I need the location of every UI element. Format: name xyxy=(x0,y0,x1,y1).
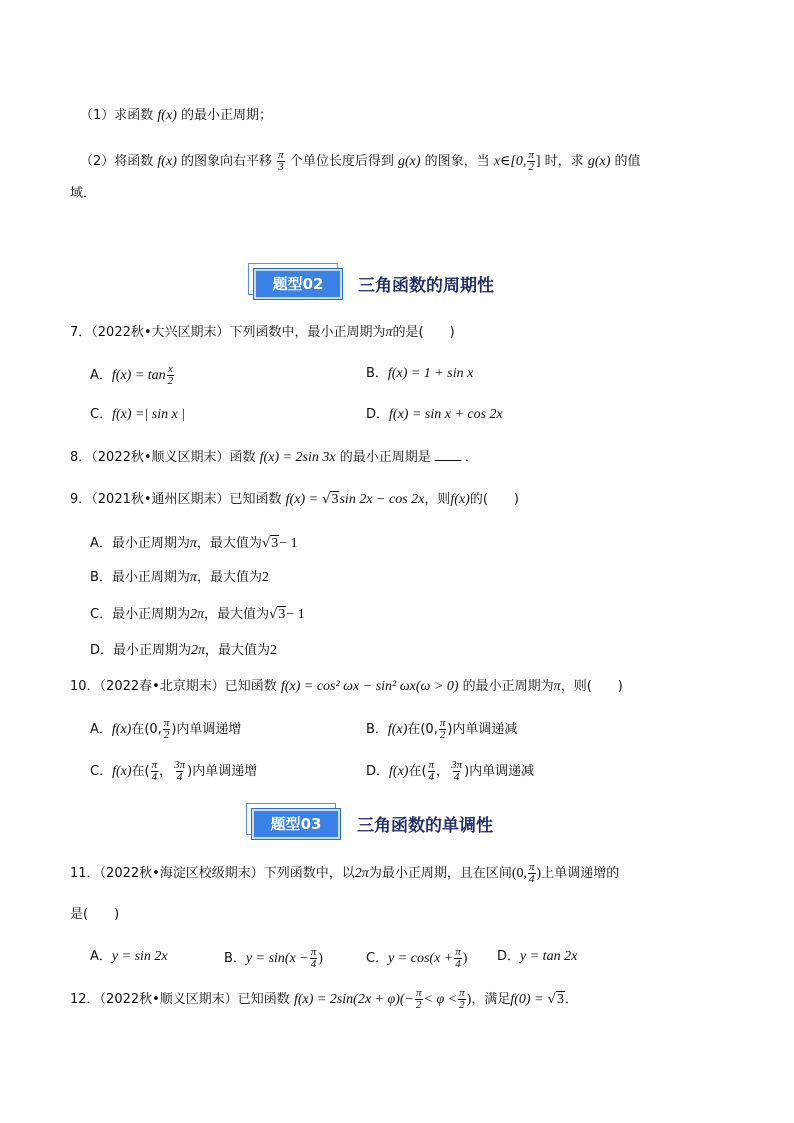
q6-part2-cont: 域． xyxy=(70,186,97,201)
section-badge xyxy=(251,808,339,838)
q9-option-c: C．最小正周期为2π，最大值为√3− 1 xyxy=(90,607,305,622)
q7-option-b: B．f(x) = 1 + sin x xyxy=(366,366,474,381)
section-title: 三角函数的单调性 xyxy=(357,816,493,836)
q11-option-c: C．y = cos(x + $\frac{\pi}{4}$ ) xyxy=(366,946,468,970)
q9-option-a: A．最小正周期为π，最大值为√3− 1 xyxy=(90,536,298,551)
q11-option-b: B．y = sin(x − $\frac{\pi}{4}$ ) xyxy=(224,946,323,970)
section-badge-label: 题型02 xyxy=(253,268,343,300)
answer-blank xyxy=(435,448,461,461)
q6-part1: （1）求函数 f(x) 的最小正周期； xyxy=(80,108,273,123)
q11-option-d: D．y = tan 2x xyxy=(497,949,578,964)
q9-option-b: B．最小正周期为π，最大值为2 xyxy=(90,570,269,585)
q9-option-d: D．最小正周期为2π，最大值为2 xyxy=(90,643,278,658)
q8-stem: 8．（2022秋•顺义区期末）函数 f(x) = 2sin 3x 的最小正周期是 ． xyxy=(70,450,478,465)
q10-option-b: B．f(x)在(0, $\frac{\pi}{2}$ )内单调递减 xyxy=(366,717,518,741)
q7-option-a: A．f(x) = tan $\frac{x}{2}$ xyxy=(90,363,174,387)
q7-stem: 7．（2022秋•大兴区期末）下列函数中，最小正周期为π的是( ) xyxy=(70,325,455,340)
q10-option-a: A．f(x)在(0, $\frac{\pi}{2}$ )内单调递增 xyxy=(90,717,242,741)
q10-option-c: C．f(x)在( $\frac{\pi}{4}$ ， $\frac{3\pi}{4}$ )内单调递增 xyxy=(90,759,258,783)
q11-stem: 11．（2022秋•海淀区校级期末）下列函数中，以2π为最小正周期，且在区间(0, $\frac{\pi}{4}$ )上单调递增的 xyxy=(70,861,620,885)
q10-option-d: D．f(x)在( $\frac{\pi}{4}$ ， $\frac{3\pi}{4}$ )内单调递减 xyxy=(366,759,535,783)
section-badge-label: 题型03 xyxy=(251,808,341,840)
section-title: 三角函数的周期性 xyxy=(358,276,494,296)
q7-option-d: D．f(x) = sin x + cos 2x xyxy=(366,407,503,422)
q10-stem: 10．（2022春•北京期末）已知函数 f(x) = cos² ωx − sin² ωx(ω > 0) 的最小正周期为π，则( ) xyxy=(70,679,623,694)
q12-stem: 12．（2022秋•顺义区期末）已知函数 f(x) = 2sin(2x + φ)(− $\frac{\pi}{2}$ < φ < $\frac{\pi}{2}$ )，满足f(0) = √3． xyxy=(70,987,578,1011)
q9-stem: 9．（2021秋•通州区期末）已知函数 f(x) = √3sin 2x − cos 2x，则f(x)的( ) xyxy=(70,490,519,510)
q7-option-c: C．f(x) =| sin x | xyxy=(90,407,186,422)
fraction: $\frac{\pi}{3}$ xyxy=(278,149,284,173)
section-badge xyxy=(253,268,341,298)
sqrt-symbol: √3 xyxy=(322,492,339,507)
q11-option-a: A．y = sin 2x xyxy=(90,949,168,964)
q6-part2: （2）将函数 f(x) 的图象向右平移 $\frac{\pi}{3}$ 个单位长度后得到 g(x) 的图象，当 x∈[0, $\frac{\pi}{2}$ ] 时，求 g(x) 的值 xyxy=(80,149,641,173)
fraction: $\frac{\pi}{2}$ xyxy=(528,149,534,173)
q11-stem-line2: 是( ) xyxy=(70,907,120,922)
